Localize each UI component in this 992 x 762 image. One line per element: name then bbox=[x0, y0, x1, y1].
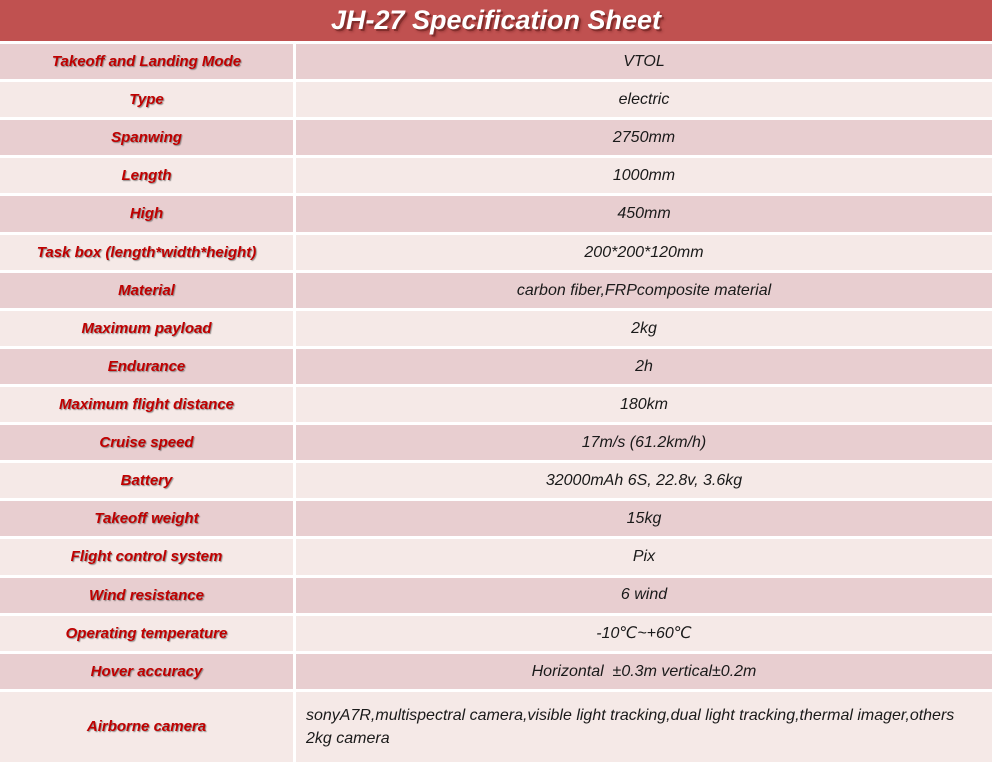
table-row bbox=[0, 311, 992, 346]
table-row bbox=[0, 196, 992, 231]
spec-value: 200*200*120mm bbox=[584, 243, 704, 261]
spec-value-cell bbox=[296, 501, 992, 536]
spec-value-cell bbox=[296, 44, 992, 79]
spec-label-cell bbox=[0, 120, 293, 155]
spec-value-cell bbox=[296, 387, 992, 422]
spec-label-cell bbox=[0, 692, 293, 762]
spec-label: Takeoff weight bbox=[94, 510, 199, 528]
spec-value: 450mm bbox=[617, 205, 671, 223]
spec-value: 180km bbox=[619, 395, 669, 413]
spec-label-cell bbox=[0, 44, 293, 79]
spec-value-cell bbox=[296, 654, 992, 689]
spec-label-cell bbox=[0, 273, 293, 308]
spec-value-cell bbox=[296, 539, 992, 574]
spec-label-cell bbox=[0, 578, 293, 613]
spec-value: carbon fiber,FRPcomposite material bbox=[516, 281, 772, 299]
table-row bbox=[0, 82, 992, 117]
spec-value-cell bbox=[296, 616, 992, 651]
spec-value-cell bbox=[296, 196, 992, 231]
spec-value-cell bbox=[296, 311, 992, 346]
spec-value: 32000mAh 6S, 22.8v, 3.6kg bbox=[545, 472, 743, 490]
spec-value: 2h bbox=[635, 357, 653, 375]
table-row bbox=[0, 616, 992, 651]
spec-label: Type bbox=[129, 91, 164, 109]
spec-label-cell bbox=[0, 425, 293, 460]
spec-value-cell bbox=[296, 82, 992, 117]
table-row bbox=[0, 463, 992, 498]
table-row bbox=[0, 44, 992, 79]
spec-label-cell bbox=[0, 82, 293, 117]
spec-value: 2750mm bbox=[612, 129, 676, 147]
spec-label-cell bbox=[0, 235, 293, 270]
spec-value-cell bbox=[296, 578, 992, 613]
spec-label: Flight control system bbox=[70, 548, 223, 566]
table-row bbox=[0, 273, 992, 308]
spec-value-cell bbox=[296, 425, 992, 460]
spec-value: Horizontal ±0.3m vertical±0.2m bbox=[531, 662, 757, 680]
spec-value-cell bbox=[296, 463, 992, 498]
spec-label: High bbox=[129, 205, 164, 223]
spec-label-cell bbox=[0, 196, 293, 231]
table-row bbox=[0, 387, 992, 422]
spec-value: 2kg bbox=[631, 319, 657, 337]
table-row bbox=[0, 578, 992, 613]
spec-value: 6 wind bbox=[620, 586, 668, 604]
spec-label-cell bbox=[0, 349, 293, 384]
spec-label: Cruise speed bbox=[99, 434, 194, 452]
spec-value-cell bbox=[296, 235, 992, 270]
table-row bbox=[0, 501, 992, 536]
spec-label-cell bbox=[0, 311, 293, 346]
table-row bbox=[0, 539, 992, 574]
spec-value-cell bbox=[296, 692, 992, 762]
spec-label: Endurance bbox=[107, 357, 186, 375]
table-row bbox=[0, 692, 992, 762]
spec-label-cell bbox=[0, 539, 293, 574]
spec-label: Hover accuracy bbox=[90, 662, 203, 680]
table-row bbox=[0, 425, 992, 460]
spec-value: 1000mm bbox=[612, 167, 676, 185]
spec-value: sonyA7R,multispectral camera,visible light tracking,dual light tracking,thermal imager,others 2kg camera bbox=[306, 706, 959, 747]
spec-value: electric bbox=[618, 91, 670, 109]
page-title: JH-27 Specification Sheet bbox=[330, 5, 662, 35]
spec-label: Takeoff and Landing Mode bbox=[51, 53, 242, 71]
spec-label: Length bbox=[121, 167, 172, 185]
spec-label-cell bbox=[0, 463, 293, 498]
spec-label: Material bbox=[118, 281, 175, 299]
spec-label-cell bbox=[0, 654, 293, 689]
table-row bbox=[0, 158, 992, 193]
table-row bbox=[0, 654, 992, 689]
spec-label-cell bbox=[0, 387, 293, 422]
spec-value-cell bbox=[296, 120, 992, 155]
spec-value: VTOL bbox=[623, 52, 665, 70]
title-bar bbox=[0, 0, 992, 41]
table-row bbox=[0, 235, 992, 270]
spec-label: Airborne camera bbox=[86, 718, 207, 736]
spec-label-cell bbox=[0, 501, 293, 536]
spec-value-cell bbox=[296, 349, 992, 384]
spec-value-cell bbox=[296, 158, 992, 193]
table-row bbox=[0, 120, 992, 155]
spec-label: Wind resistance bbox=[89, 586, 204, 604]
spec-label: Battery bbox=[120, 472, 173, 490]
spec-label: Maximum payload bbox=[81, 319, 212, 337]
spec-value: -10℃~+60℃ bbox=[596, 624, 692, 642]
spec-label-cell bbox=[0, 158, 293, 193]
spec-value: Pix bbox=[632, 548, 656, 566]
spec-label: Operating temperature bbox=[65, 624, 228, 642]
spec-label: Spanwing bbox=[111, 129, 182, 147]
spec-label: Maximum flight distance bbox=[58, 396, 235, 414]
spec-label: Task box (length*width*height) bbox=[36, 243, 257, 261]
spec-label-cell bbox=[0, 616, 293, 651]
table-row bbox=[0, 349, 992, 384]
spec-value-cell bbox=[296, 273, 992, 308]
spec-value: 15kg bbox=[626, 510, 662, 528]
spec-value: 17m/s (61.2km/h) bbox=[581, 434, 707, 452]
